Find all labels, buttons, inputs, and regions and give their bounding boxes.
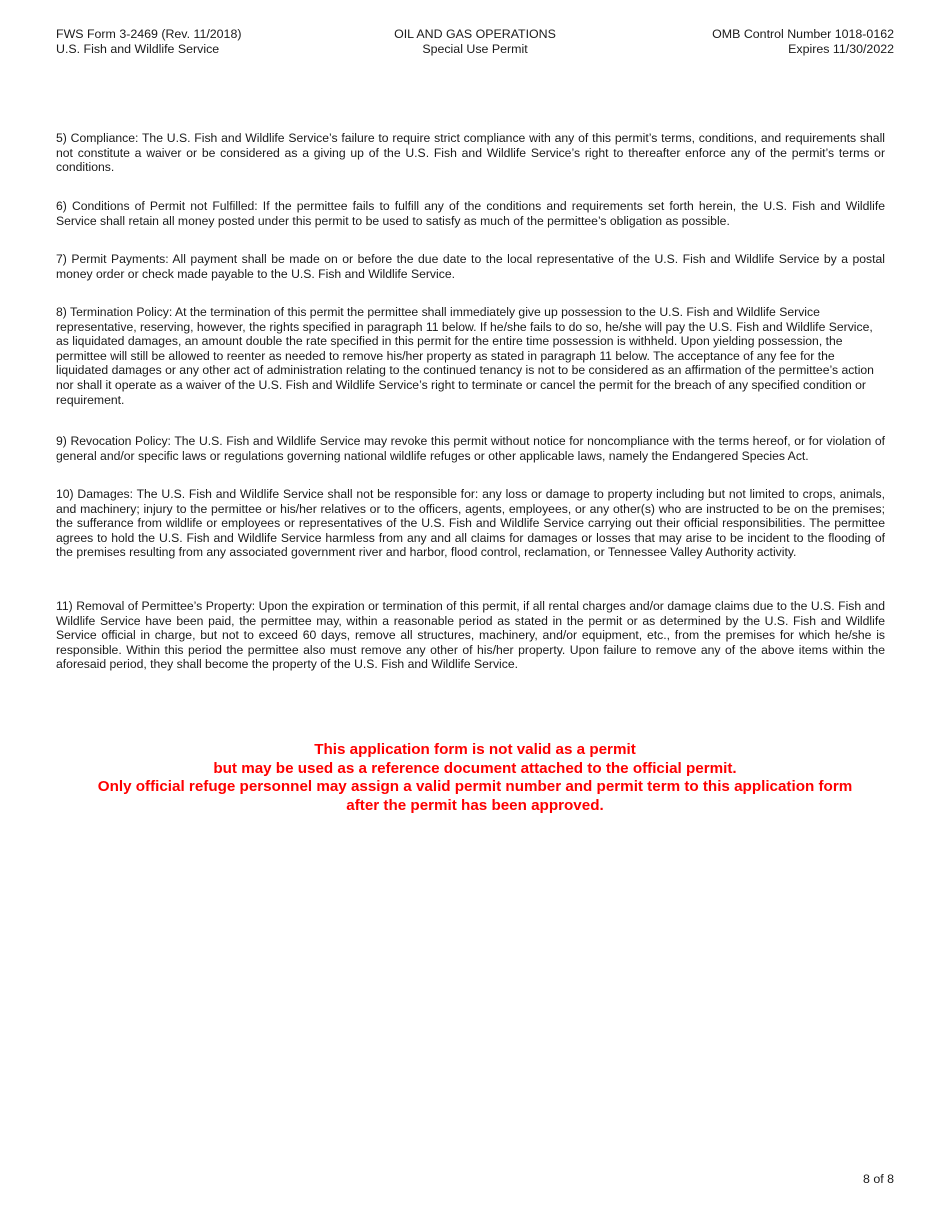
agency-name: U.S. Fish and Wildlife Service (56, 42, 220, 56)
header-right (712, 27, 894, 57)
expiration-date: Expires 11/30/2022 (788, 42, 894, 56)
paragraph-termination-policy: 8) Termination Policy: At the termination of this permit the permittee shall immediately give up possession to the U.S. Fish and Wildlife Service representative, reserving, however, the rights specified in paragraph 11 below. If he/she fails to do so, he/she will pay the U.S. Fish and Wildlife Service, as liquidated damages, an amount double the rate specified in this permit for the entire time possession is withheld. Upon yielding possession, the permittee will still be allowed to reenter as needed to remove his/her property as stated in paragraph 11 below. The acceptance of any fee for the liquidated damages or any other act of administration relating to the continued tenancy is not to be considered as an affirmation of the permittee’s action nor shall it operate as a waiver of the U.S. Fish and Wildlife Service’s right to terminate or cancel the permit for the breach of any specified condition or requirement. (56, 305, 874, 407)
form-number: FWS Form 3-2469 (Rev. 11/2018) (56, 27, 242, 41)
document-title: OIL AND GAS OPERATIONS (394, 27, 556, 41)
omb-control-number: OMB Control Number 1018-0162 (712, 27, 894, 41)
page-number: 8 of 8 (862, 1172, 894, 1186)
paragraph-revocation-policy: 9) Revocation Policy: The U.S. Fish and Wildlife Service may revoke this permit without notice for noncompliance with the terms hereof, or for violation of general and/or specific laws or regulations governing national wildlife refuges or other applicable laws, namely the Endangered Species Act. (56, 434, 885, 463)
notice-line-2: but may be used as a reference document attached to the official permit. (213, 759, 737, 777)
paragraph-conditions-not-fulfilled: 6) Conditions of Permit not Fulfilled: If the permittee fails to fulfill any of the conditions and requirements set forth herein, the U.S. Fish and Wildlife Service shall retain all money posted under this permit to be used to satisfy as much of the permittee’s obligation as possible. (56, 199, 885, 228)
validity-notice (0, 741, 950, 815)
notice-line-3: Only official refuge personnel may assign a valid permit number and permit term to this application form (97, 778, 853, 795)
document-subtitle: Special Use Permit (422, 42, 528, 56)
notice-line-1: This application form is not valid as a permit (314, 741, 636, 758)
paragraph-removal-of-property: 11) Removal of Permittee’s Property: Upon the expiration or termination of this permit, if all rental charges and/or damage claims due to the U.S. Fish and Wildlife Service have been paid, the permittee may, within a reasonable period as stated in the permit or as determined by the U.S. Fish and Wildlife Service official in charge, but not to exceed 60 days, remove all structures, machinery, and/or equipment, etc., from the premises for which he/she is responsible. Within this period the permittee also must remove any other of his/her property. Upon failure to remove any of the above items within the aforesaid period, they shall become the property of the U.S. Fish and Wildlife Service. (56, 599, 885, 672)
paragraph-damages: 10) Damages: The U.S. Fish and Wildlife Service shall not be responsible for: any loss or damage to property including but not limited to crops, animals, and machinery; injury to the permittee or his/her relatives or to the officers, agents, employees, or any other(s) who are instructed to be on the premises; the sufferance from wildlife or employees or representatives of the U.S. Fish and Wildlife Service carrying out their official responsibilities. The permittee agrees to hold the U.S. Fish and Wildlife Service harmless from any and all claims for damages or losses that may arise to be incident to the flooding of the premises resulting from any associated government river and harbor, flood control, reclamation, or Tennessee Valley Authority activity. (56, 487, 885, 560)
notice-line-4: after the permit has been approved. (346, 796, 604, 814)
paragraph-compliance: 5) Compliance: The U.S. Fish and Wildlife Service’s failure to require strict compliance with any of this permit’s terms, conditions, and requirements shall not constitute a waiver or be considered as a giving up of the U.S. Fish and Wildlife Service’s right to thereafter enforce any of the permit’s terms or conditions. (56, 131, 885, 175)
paragraph-permit-payments: 7) Permit Payments: All payment shall be made on or before the due date to the local representative of the U.S. Fish and Wildlife Service by a postal money order or check made payable to the U.S. Fish and Wildlife Service. (56, 252, 885, 281)
